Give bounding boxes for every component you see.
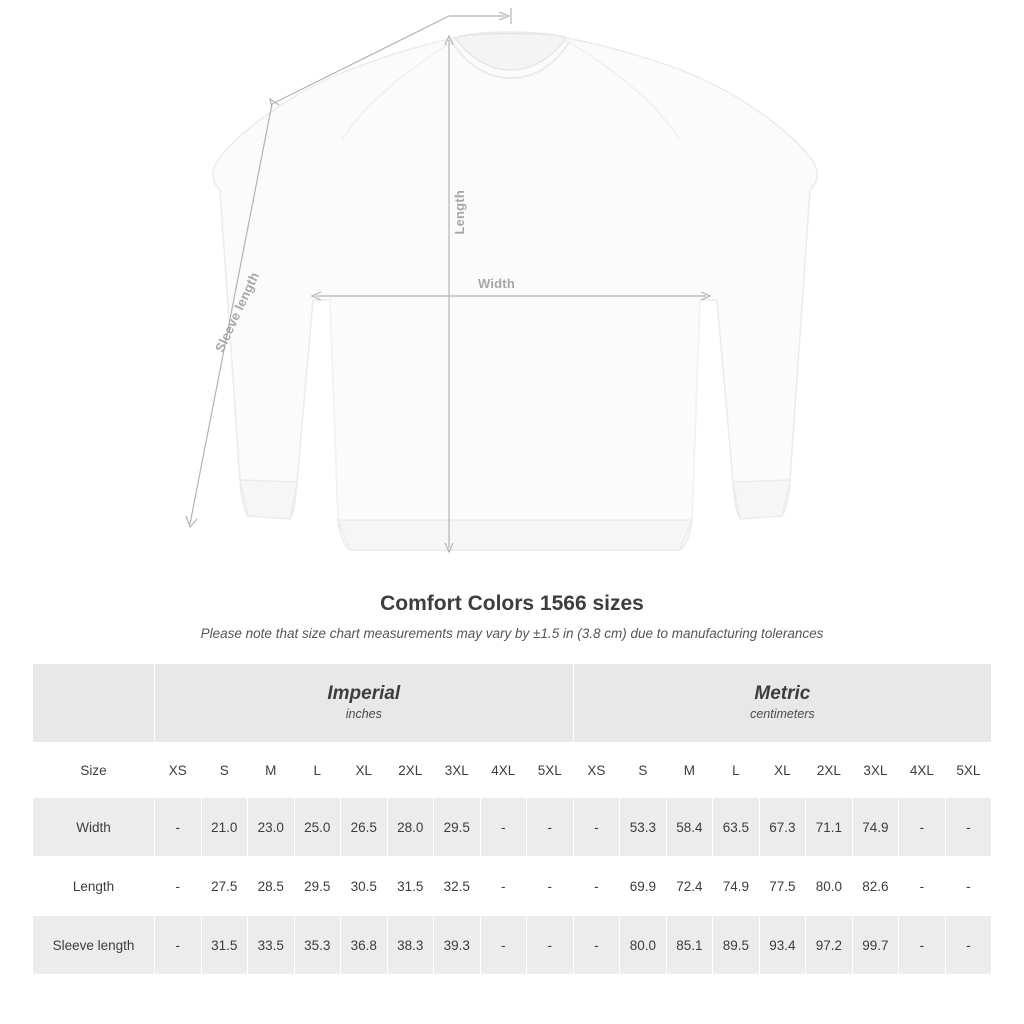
cell-sleeve-imperial-m: 33.5 [248, 916, 295, 975]
cell-sleeve-metric-l: 89.5 [713, 916, 760, 975]
table-row [33, 916, 992, 975]
cell-width-imperial-3xl: 29.5 [434, 798, 481, 857]
cell-width-imperial-xs: - [155, 798, 202, 857]
table-row [33, 857, 992, 916]
cell-sleeve-metric-s: 80.0 [620, 916, 667, 975]
cell-length-metric-3xl: 82.6 [852, 857, 899, 916]
cell-length-imperial-xs: - [155, 857, 202, 916]
col-header-metric-5xl: 5XL [945, 743, 992, 798]
cell-width-imperial-s: 21.0 [201, 798, 248, 857]
cell-length-metric-xl: 77.5 [759, 857, 806, 916]
col-header-metric-3xl: 3XL [852, 743, 899, 798]
cell-width-metric-m: 58.4 [666, 798, 713, 857]
cell-length-imperial-2xl: 31.5 [387, 857, 434, 916]
cell-width-metric-xl: 67.3 [759, 798, 806, 857]
length-label: Length [452, 190, 467, 235]
sweatshirt-shape [213, 32, 817, 550]
size-label-cell: Size [33, 743, 155, 798]
cell-width-metric-l: 63.5 [713, 798, 760, 857]
col-header-imperial-xs: XS [155, 743, 202, 798]
unit-sub-imperial: inches [345, 707, 382, 722]
cell-length-imperial-4xl: - [480, 857, 527, 916]
unit-header-spacer [33, 664, 155, 743]
cell-sleeve-metric-3xl: 99.7 [852, 916, 899, 975]
cell-length-imperial-s: 27.5 [201, 857, 248, 916]
cell-width-metric-3xl: 74.9 [852, 798, 899, 857]
cell-sleeve-imperial-l: 35.3 [294, 916, 341, 975]
col-header-imperial-3xl: 3XL [434, 743, 481, 798]
cell-width-imperial-4xl: - [480, 798, 527, 857]
cell-length-metric-5xl: - [945, 857, 992, 916]
unit-title-metric: Metric [754, 683, 811, 705]
cell-length-imperial-3xl: 32.5 [434, 857, 481, 916]
cell-width-imperial-xl: 26.5 [341, 798, 388, 857]
unit-header-row [33, 664, 992, 743]
col-header-imperial-2xl: 2XL [387, 743, 434, 798]
cell-sleeve-imperial-3xl: 39.3 [434, 916, 481, 975]
unit-title-imperial: Imperial [327, 683, 401, 705]
col-header-metric-2xl: 2XL [806, 743, 853, 798]
cell-sleeve-metric-m: 85.1 [666, 916, 713, 975]
tolerance-note: Please note that size chart measurements may vary by ±1.5 in (3.8 cm) due to manufacturing tolerances [200, 626, 824, 641]
cell-length-imperial-l: 29.5 [294, 857, 341, 916]
size-chart-table-wrapper [32, 663, 992, 975]
title-block [0, 592, 1024, 641]
sleeve-length-label: Sleeve length [212, 269, 263, 355]
cell-length-imperial-m: 28.5 [248, 857, 295, 916]
cell-width-imperial-m: 23.0 [248, 798, 295, 857]
cell-sleeve-metric-5xl: - [945, 916, 992, 975]
size-chart-table [32, 663, 992, 975]
cell-length-metric-2xl: 80.0 [806, 857, 853, 916]
cell-sleeve-imperial-4xl: - [480, 916, 527, 975]
table-row [33, 798, 992, 857]
cell-width-metric-s: 53.3 [620, 798, 667, 857]
width-label: Width [478, 276, 515, 291]
cell-sleeve-imperial-xs: - [155, 916, 202, 975]
cell-sleeve-metric-2xl: 97.2 [806, 916, 853, 975]
size-header-row [33, 743, 992, 798]
row-label-length: Length [33, 857, 155, 916]
cell-sleeve-metric-xs: - [573, 916, 620, 975]
cell-sleeve-imperial-xl: 36.8 [341, 916, 388, 975]
cell-sleeve-imperial-2xl: 38.3 [387, 916, 434, 975]
cell-sleeve-imperial-s: 31.5 [201, 916, 248, 975]
col-header-metric-xs: XS [573, 743, 620, 798]
unit-header-imperial [155, 664, 574, 743]
unit-header-metric [573, 664, 992, 743]
col-header-imperial-4xl: 4XL [480, 743, 527, 798]
cell-width-imperial-2xl: 28.0 [387, 798, 434, 857]
cell-sleeve-metric-xl: 93.4 [759, 916, 806, 975]
col-header-imperial-l: L [294, 743, 341, 798]
row-label-width: Width [33, 798, 155, 857]
cell-width-metric-xs: - [573, 798, 620, 857]
cell-width-imperial-l: 25.0 [294, 798, 341, 857]
cell-length-metric-4xl: - [899, 857, 946, 916]
col-header-imperial-xl: XL [341, 743, 388, 798]
unit-sub-metric: centimeters [750, 707, 815, 722]
col-header-metric-xl: XL [759, 743, 806, 798]
cell-sleeve-imperial-5xl: - [527, 916, 574, 975]
cell-length-metric-l: 74.9 [713, 857, 760, 916]
col-header-metric-4xl: 4XL [899, 743, 946, 798]
col-header-metric-s: S [620, 743, 667, 798]
col-header-imperial-m: M [248, 743, 295, 798]
col-header-metric-l: L [713, 743, 760, 798]
cell-width-metric-5xl: - [945, 798, 992, 857]
col-header-metric-m: M [666, 743, 713, 798]
cell-length-metric-m: 72.4 [666, 857, 713, 916]
cell-width-imperial-5xl: - [527, 798, 574, 857]
cell-length-imperial-5xl: - [527, 857, 574, 916]
page-title: Comfort Colors 1566 sizes [380, 592, 644, 615]
cell-length-metric-xs: - [573, 857, 620, 916]
col-header-imperial-s: S [201, 743, 248, 798]
col-header-imperial-5xl: 5XL [527, 743, 574, 798]
cell-length-imperial-xl: 30.5 [341, 857, 388, 916]
cell-width-metric-2xl: 71.1 [806, 798, 853, 857]
cell-sleeve-metric-4xl: - [899, 916, 946, 975]
row-label-sleeve-length: Sleeve length [33, 916, 155, 975]
cell-width-metric-4xl: - [899, 798, 946, 857]
cell-length-metric-s: 69.9 [620, 857, 667, 916]
